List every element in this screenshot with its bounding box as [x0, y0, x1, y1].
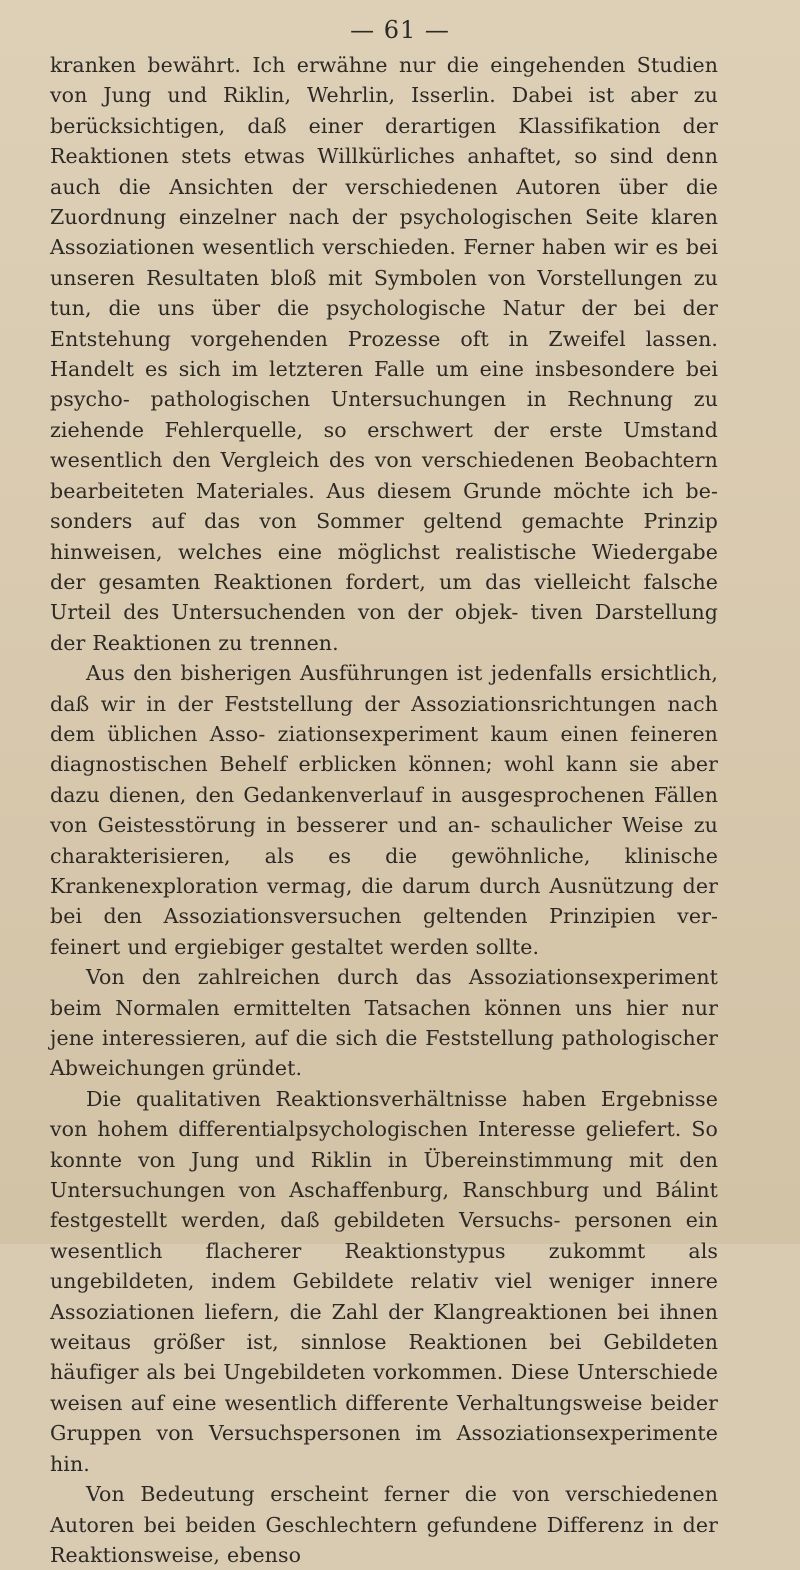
paragraph-1: kranken bewährt. Ich erwähne nur die eingehenden Studien von Jung und Riklin, Wehrlin, Isserlin. Dabei ist aber zu berücksichtigen, daß einer derartigen Klassifikation der Reaktionen stets etwas Willkürliches anhaftet, so sind denn auch die Ansichten der verschiedenen Autoren über die Zuordnung einzelner nach der psychologischen Seite klaren Assoziationen wesentlich verschieden. Ferner haben wir es bei unseren Resultaten bloß mit Symbolen von Vorstellungen zu tun, die uns über die psychologische Natur der bei der Entstehung vorgehenden Prozesse oft in Zweifel lassen. Handelt es sich im letzteren Falle um eine insbesondere bei psycho- pathologischen Untersuchungen in Rechnung zu ziehende Fehlerquelle, so erschwert der erste Umstand wesentlich den Vergleich des von verschiedenen Beobachtern bearbeiteten Materiales. Aus diesem Grunde möchte ich be- sonders auf das von Sommer geltend gemachte Prinzip hinweisen, welches eine möglichst realistische Wiedergabe der gesamten Reaktionen fordert, um das vielleicht falsche Urteil des Untersuchenden von der objek- tiven Darstellung der Reaktionen zu trennen.	[50, 53, 718, 655]
paragraph-3: Von den zahlreichen durch das Assoziationsexperiment beim Normalen ermittelten Tatsachen können uns hier nur jene interessieren, auf die sich die Feststellung pathologischer Abweichungen gründet.	[50, 965, 718, 1081]
page-number: — 61 —	[350, 16, 450, 44]
paragraph-4: Die qualitativen Reaktionsverhältnisse haben Ergebnisse von hohem differentialpsychologischen Interesse geliefert. So konnte von Jung und Riklin in Übereinstimmung mit den Untersuchungen von Aschaffenburg, Ranschburg und Bálint festgestellt werden, daß gebildeten Versuchs- personen ein wesentlich flacherer Reaktionstypus zukommt als ungebildeten, indem Gebildete relativ viel weniger innere Assoziationen liefern, die Zahl der Klangreaktionen bei ihnen weitaus größer ist, sinnlose Reaktionen bei Gebildeten häufiger als bei Ungebildeten vorkommen. Diese Unterschiede weisen auf eine wesentlich differente Verhaltungsweise beider Gruppen von Versuchspersonen im Assoziationsexperimente hin.	[50, 1086, 718, 1476]
paragraph-2: Aus den bisherigen Ausführungen ist jedenfalls ersichtlich, daß wir in der Feststellung der Assoziationsrichtungen nach dem üblichen Asso- ziationsexperiment kaum einen feineren diagnostischen Behelf erblicken können; wohl kann sie aber dazu dienen, den Gedankenverlauf in ausgesprochenen Fällen von Geistesstörung in besserer und an- schaulicher Weise zu charakterisieren, als es die gewöhnliche, klinische Krankenexploration vermag, die darum durch Ausnützung der bei den Assoziationsversuchen geltenden Prinzipien ver- feinert und ergiebiger gestaltet werden sollte.	[50, 661, 718, 959]
page-body	[50, 50, 718, 1570]
paragraph-5: Von Bedeutung erscheint ferner die von verschiedenen Autoren bei beiden Geschlechtern gefundene Differenz in der Reaktionsweise, ebenso	[50, 1482, 718, 1567]
